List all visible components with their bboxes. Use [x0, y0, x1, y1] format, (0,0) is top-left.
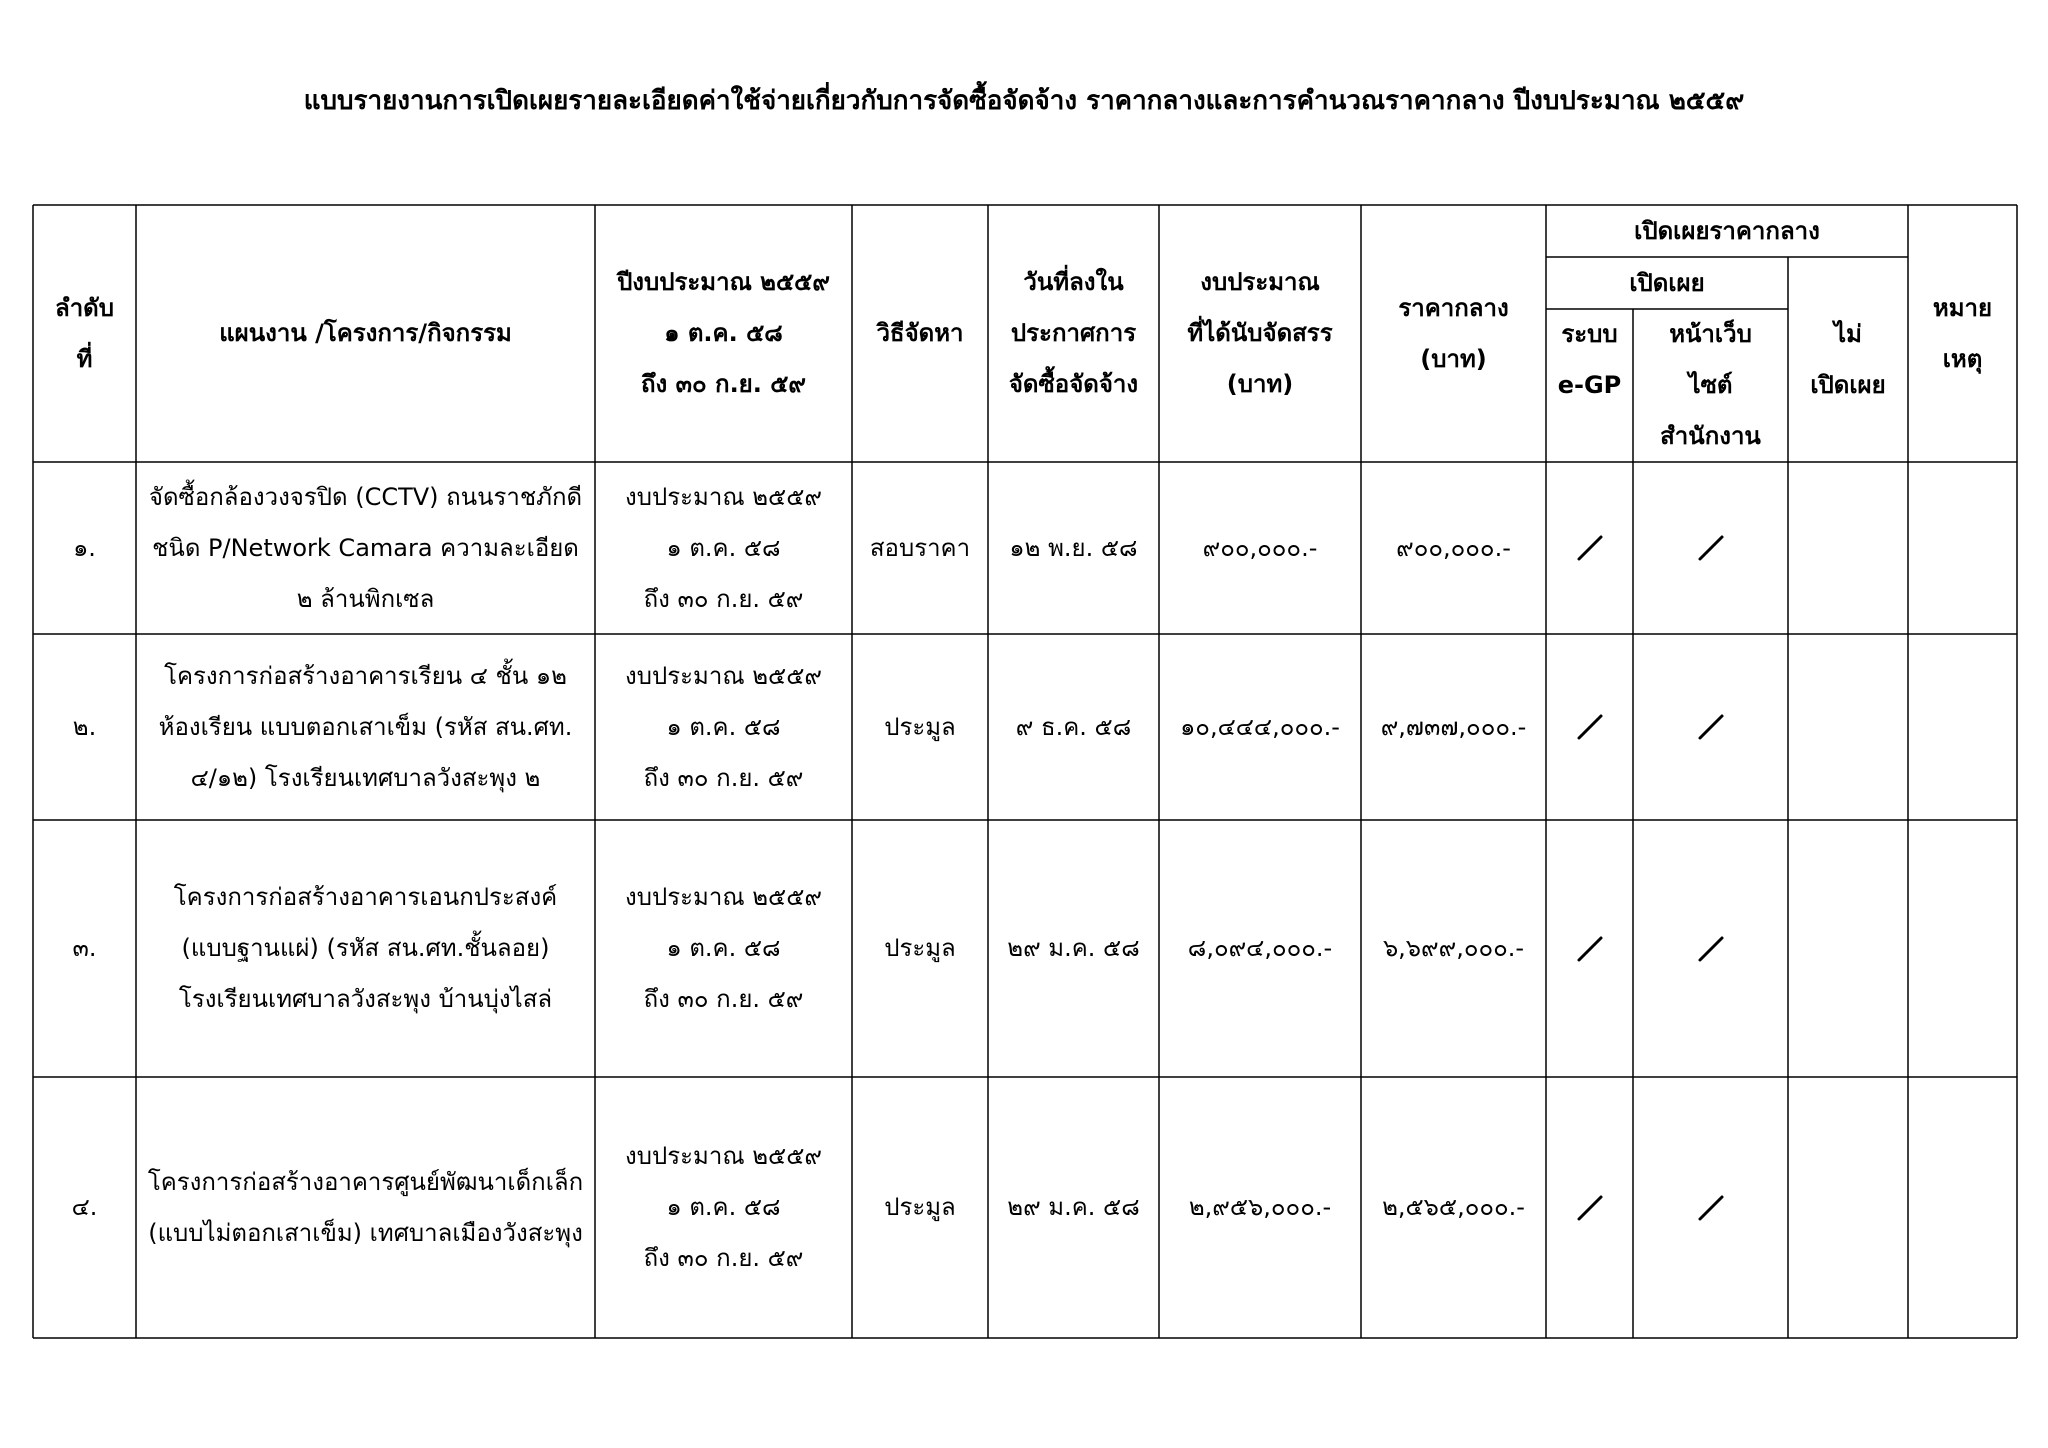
table-row-3-egp: [1546, 820, 1633, 1077]
table-row-1-period: งบประมาณ ๒๕๕๙ ๑ ต.ค. ๕๘ ถึง ๓๐ ก.ย. ๕๙: [625, 482, 822, 613]
check-mark-icon: [1573, 932, 1607, 966]
check-mark-icon: [1694, 932, 1728, 966]
table-row-1-website: [1633, 462, 1788, 634]
header-egp: ระบบ e-GP: [1557, 320, 1622, 399]
header-announce-date: วันที่ลงใน ประกาศการ จัดซื้อจัดจ้าง: [1008, 268, 1139, 398]
table-row-4-project: โครงการก่อสร้างอาคารศูนย์พัฒนาเด็กเล็ก (แบบไม่ตอกเสาเข็ม) เทศบาลเมืองวังสะพุง: [147, 1167, 584, 1247]
table-row-1-project: จัดซื้อกล้องวงจรปิด (CCTV) ถนนราชภักดี ชนิด P/Network Camara ความละเอียด ๒ ล้านพิกเซล: [148, 482, 583, 613]
header-disclose: เปิดเผย: [1629, 268, 1705, 297]
table-row-1-no: ๑.: [73, 533, 96, 562]
header-disclose-group: เปิดเผยราคากลาง: [1634, 216, 1820, 245]
table-row-4-period: งบประมาณ ๒๕๕๙ ๑ ต.ค. ๕๘ ถึง ๓๐ ก.ย. ๕๙: [625, 1142, 822, 1272]
check-mark-icon: [1694, 531, 1728, 565]
table-row-3-website: [1633, 820, 1788, 1077]
table-row-4-date: ๒๙ ม.ค. ๕๘: [1007, 1193, 1140, 1221]
table-row-1-median: ๙๐๐,๐๐๐.-: [1396, 533, 1511, 562]
check-mark-icon: [1694, 710, 1728, 744]
check-mark-icon: [1694, 1191, 1728, 1225]
table-row-3-period: งบประมาณ ๒๕๕๙ ๑ ต.ค. ๕๘ ถึง ๓๐ ก.ย. ๕๙: [625, 883, 822, 1013]
table-row-3-method: ประมูล: [884, 934, 956, 962]
document-title: แบบรายงานการเปิดเผยรายละเอียดค่าใช้จ่ายเกี่ยวกับการจัดซื้อจัดจ้าง ราคากลางและการคำนวณราคากลาง ปีงบประมาณ ๒๕๕๙: [303, 86, 1745, 116]
table-row-4-budget: ๒,๙๕๖,๐๐๐.-: [1188, 1193, 1332, 1221]
table-row-4-median: ๒,๕๖๕,๐๐๐.-: [1382, 1193, 1525, 1221]
check-mark-icon: [1573, 710, 1607, 744]
table-row-3-date: ๒๙ ม.ค. ๕๘: [1007, 934, 1140, 962]
table-row-2-egp: [1546, 634, 1633, 820]
table-row-1-egp: [1546, 462, 1633, 634]
table-row-4-website: [1633, 1077, 1788, 1338]
table-row-3-no: ๓.: [72, 934, 97, 962]
header-remark: หมาย เหตุ: [1932, 293, 1993, 373]
table-row-2-date: ๙ ธ.ค. ๕๘: [1015, 712, 1132, 741]
table-row-2-budget: ๑๐,๔๔๔,๐๐๐.-: [1180, 712, 1340, 741]
header-budget: งบประมาณ ที่ได้นับจัดสรร (บาท): [1187, 268, 1333, 398]
table-row-3-project: โครงการก่อสร้างอาคารเอนกประสงค์ (แบบฐานแผ่) (รหัส สน.ศท.ชั้นลอย) โรงเรียนเทศบาลวังสะพุง บ้านบุ่งไสล่: [173, 883, 558, 1013]
table-row-4-no: ๔.: [71, 1193, 98, 1221]
header-fiscal-year: ปีงบประมาณ ๒๕๕๙ ๑ ต.ค. ๕๘ ถึง ๓๐ ก.ย. ๕๙: [617, 268, 830, 398]
table-row-1-date: ๑๒ พ.ย. ๕๘: [1009, 533, 1138, 562]
header-median-price: ราคากลาง (บาท): [1398, 293, 1509, 373]
header-not-disclose: ไม่ เปิดเผย: [1810, 319, 1886, 399]
check-mark-icon: [1573, 1191, 1607, 1225]
header-method: วิธีจัดหา: [876, 319, 964, 347]
table-row-2-no: ๒.: [72, 712, 97, 741]
table-row-2-website: [1633, 634, 1788, 820]
table-row-4-egp: [1546, 1077, 1633, 1338]
check-mark-icon: [1573, 531, 1607, 565]
table-row-2-median: ๙,๗๓๗,๐๐๐.-: [1380, 712, 1527, 741]
header-project: แผนงาน /โครงการ/กิจกรรม: [219, 319, 512, 347]
table-row-1-method: สอบราคา: [869, 533, 971, 562]
table-row-3-budget: ๘,๐๙๔,๐๐๐.-: [1187, 934, 1333, 962]
header-no: ลำดับ ที่: [54, 293, 114, 373]
header-website: หน้าเว็บ ไซต์ สำนักงาน: [1660, 320, 1761, 450]
table-row-2-period: งบประมาณ ๒๕๕๙ ๑ ต.ค. ๕๘ ถึง ๓๐ ก.ย. ๕๙: [625, 661, 822, 792]
table-row-2-method: ประมูล: [884, 712, 956, 741]
table-row-2-project: โครงการก่อสร้างอาคารเรียน ๔ ชั้น ๑๒ ห้องเรียน แบบตอกเสาเข็ม (รหัส สน.ศท. ๔/๑๒) โรงเรียนเทศบาลวังสะพุง ๒: [158, 661, 573, 792]
table-row-3-median: ๖,๖๙๙,๐๐๐.-: [1382, 934, 1525, 962]
table-row-4-method: ประมูล: [884, 1193, 956, 1221]
table-row-1-budget: ๙๐๐,๐๐๐.-: [1202, 533, 1318, 562]
